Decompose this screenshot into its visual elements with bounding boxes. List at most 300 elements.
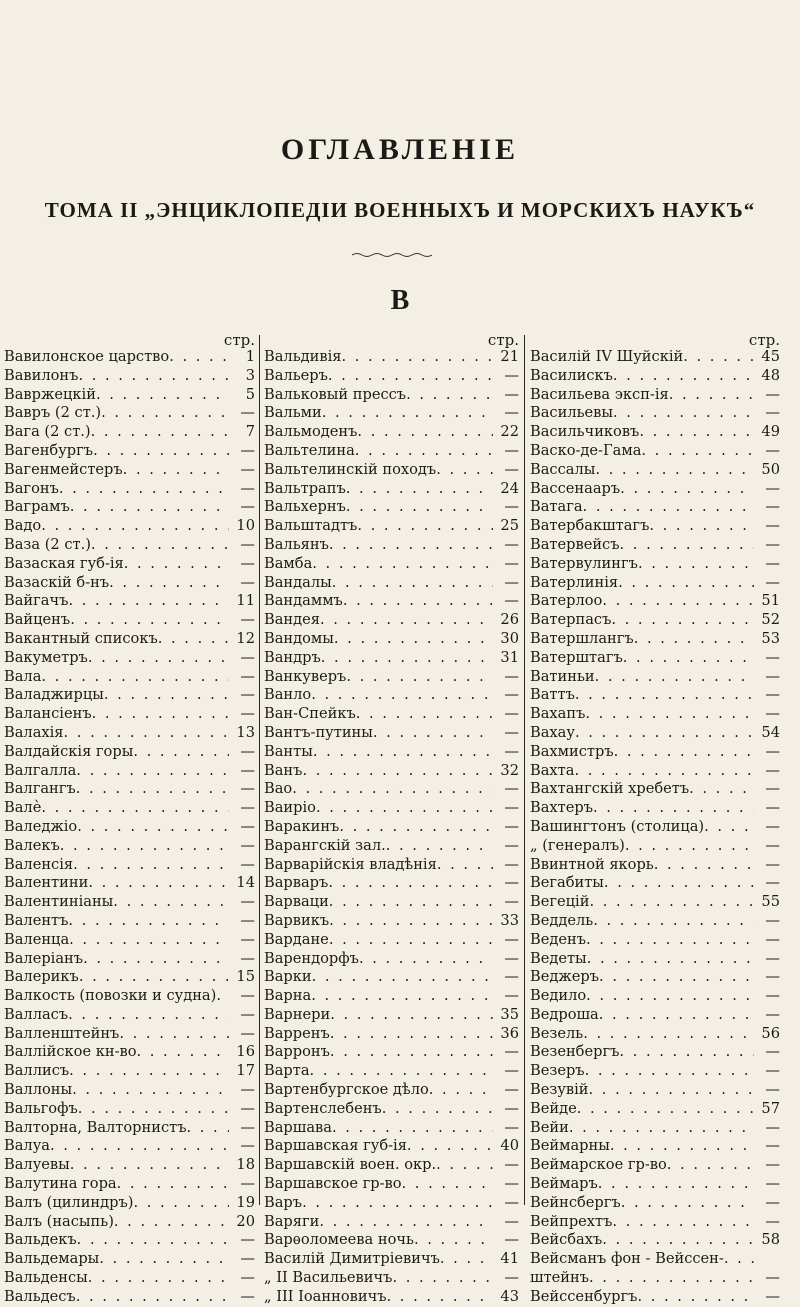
entry-name: Вандаммъ [264, 592, 343, 610]
entry-name: Василискъ [530, 366, 613, 384]
entry-page: 19 [236, 1193, 255, 1211]
toc-entry [4, 386, 255, 405]
toc-entry [4, 592, 255, 611]
entry-name: Вантъ-путины [264, 723, 373, 741]
section-letter: В [390, 285, 410, 316]
dot-leader [302, 762, 493, 781]
dot-leader [76, 780, 229, 799]
entry-page: — [765, 1287, 780, 1305]
entry-name: Вальдекъ [4, 1231, 77, 1249]
toc-entry [4, 743, 255, 762]
dot-leader [583, 1025, 754, 1044]
dot-leader [414, 1231, 493, 1250]
toc-entry [4, 668, 255, 687]
entry-name: Ванкуверъ [264, 667, 347, 685]
dot-leader [619, 1043, 754, 1062]
entry-name: Вала [4, 667, 42, 685]
entry-name: Вегецій [530, 893, 590, 911]
toc-entry [264, 348, 519, 367]
dot-leader [332, 1119, 493, 1138]
entry-name: Везувій [530, 1081, 589, 1099]
entry-page: 41 [500, 1250, 519, 1268]
entry-name: Ведроша [530, 1005, 599, 1023]
toc-entry [264, 893, 519, 912]
entry-name: Ван-Спейкъ [264, 705, 356, 723]
entry-name: Вейсманъ фон - Вейссен- [530, 1250, 724, 1268]
toc-entry [4, 987, 255, 1006]
dot-leader [313, 743, 493, 762]
dot-leader [612, 1213, 754, 1232]
entry-name: Вальдесъ [4, 1287, 76, 1305]
entry-name: Вальгофъ [4, 1099, 78, 1117]
toc-entry [530, 348, 780, 367]
toc-entry [530, 1119, 780, 1138]
entry-name: Ватерлинія [530, 573, 619, 591]
toc-entry [4, 1194, 255, 1213]
entry-name: Валуевы [4, 1156, 70, 1174]
entry-name: Варяги [264, 1212, 320, 1230]
entry-page: — [240, 686, 255, 704]
entry-page: — [765, 479, 780, 497]
toc-entry [264, 517, 519, 536]
entry-name: Варангскій зал. [264, 836, 386, 854]
entry-page: — [240, 1175, 255, 1193]
entry-page: 48 [761, 366, 780, 384]
entry-name: Вахтангскій хребетъ [530, 780, 690, 798]
toc-entry [264, 799, 519, 818]
entry-page: — [765, 648, 780, 666]
entry-page: — [240, 460, 255, 478]
toc-entry [264, 442, 519, 461]
entry-name: Ватерлоо [530, 592, 603, 610]
entry-name: Вагенбургъ [4, 441, 94, 459]
entry-page: — [240, 1005, 255, 1023]
entry-name: Ввинтной якорь [530, 855, 654, 873]
entry-page: — [765, 686, 780, 704]
entry-page: — [240, 855, 255, 873]
entry-name: Вагонъ [4, 479, 59, 497]
toc-entry [530, 386, 780, 405]
entry-name: Вандея [264, 611, 320, 629]
entry-page: — [504, 573, 519, 591]
dot-leader [124, 555, 229, 574]
entry-page: — [765, 441, 780, 459]
entry-page: — [240, 987, 255, 1005]
entry-page: — [504, 817, 519, 835]
toc-entry [264, 461, 519, 480]
dot-leader [595, 461, 754, 480]
entry-name: Валеріанъ [4, 949, 84, 967]
toc-entry [4, 630, 255, 649]
toc-column-3 [530, 332, 780, 1307]
dot-leader [346, 498, 493, 517]
entry-page: 10 [236, 517, 255, 535]
entry-name: Веджеръ [530, 968, 600, 986]
toc-entry [530, 423, 780, 442]
entry-name: Вао [264, 780, 293, 798]
entry-page: — [504, 1118, 519, 1136]
toc-entry [530, 630, 780, 649]
dot-leader [320, 611, 493, 630]
entry-page: 33 [500, 911, 519, 929]
dot-leader [91, 536, 229, 555]
dot-leader [78, 1100, 229, 1119]
dot-leader [137, 1043, 230, 1062]
dot-leader [392, 1269, 493, 1288]
toc-entry [530, 592, 780, 611]
toc-entry [4, 423, 255, 442]
dot-leader [437, 856, 493, 875]
dot-leader [133, 1194, 229, 1213]
toc-entry [4, 837, 255, 856]
entry-name: Вальденсы [4, 1269, 88, 1287]
entry-name: „ (генералъ) [530, 836, 625, 854]
toc-entry [530, 517, 780, 536]
dot-leader [641, 442, 754, 461]
entry-name: Валлисъ [4, 1062, 70, 1080]
dot-leader [373, 724, 493, 743]
dot-leader [78, 367, 229, 386]
toc-entry [264, 404, 519, 423]
entry-page: — [504, 1269, 519, 1287]
entry-page: — [765, 930, 780, 948]
dot-leader [292, 780, 493, 799]
entry-name: Валленштейнъ [4, 1024, 120, 1042]
entry-page: — [240, 893, 255, 911]
toc-entry [530, 1288, 780, 1307]
dot-leader [114, 1213, 229, 1232]
toc-entry [4, 574, 255, 593]
toc-entry [530, 1043, 780, 1062]
dot-leader [599, 968, 754, 987]
entry-name: Вазаскій б-нъ [4, 573, 110, 591]
entry-page: — [765, 742, 780, 760]
toc-entry [4, 912, 255, 931]
toc-entry [264, 536, 519, 555]
dot-leader [70, 498, 229, 517]
dot-leader [724, 1250, 754, 1269]
entry-page: — [765, 836, 780, 854]
entry-name: Вардане [264, 930, 329, 948]
entry-name: Валерикъ [4, 968, 79, 986]
entry-page: — [240, 1118, 255, 1136]
column-divider [259, 335, 260, 1205]
toc-column-2 [264, 332, 519, 1307]
entry-name: Валлійское кн-во [4, 1043, 137, 1061]
entry-name: Вагенмейстеръ [4, 460, 123, 478]
dot-leader [639, 423, 754, 442]
entry-page: — [765, 705, 780, 723]
dot-leader [311, 686, 493, 705]
toc-entry [264, 1137, 519, 1156]
entry-page: — [765, 855, 780, 873]
toc-entry [264, 1119, 519, 1138]
entry-name: Ваза (2 ст.) [4, 535, 91, 553]
entry-page: — [765, 517, 780, 535]
toc-entry [4, 461, 255, 480]
toc-entry [264, 367, 519, 386]
entry-name: Вассалы [530, 460, 596, 478]
dot-leader [330, 1043, 493, 1062]
entry-name: Вальеръ [264, 366, 328, 384]
toc-entry [264, 668, 519, 687]
entry-page: 50 [761, 460, 780, 478]
dot-leader [133, 743, 229, 762]
entry-name: Валгалла [4, 761, 77, 779]
entry-page: — [240, 949, 255, 967]
toc-entry [264, 423, 519, 442]
entry-name: Валутина гора [4, 1175, 117, 1193]
dot-leader [117, 1175, 229, 1194]
entry-page: — [504, 742, 519, 760]
dot-leader [357, 517, 493, 536]
entry-page: 31 [500, 648, 519, 666]
entry-name: Вальтелина [264, 441, 355, 459]
entry-name: Валентъ [4, 911, 69, 929]
dot-leader [310, 1062, 493, 1081]
toc-entry [264, 386, 519, 405]
entry-page: — [504, 874, 519, 892]
dot-leader [169, 348, 229, 367]
entry-page: — [504, 855, 519, 873]
dot-leader [589, 893, 754, 912]
entry-name: Вакантный списокъ [4, 629, 158, 647]
entry-page: — [240, 573, 255, 591]
dot-leader [577, 1100, 754, 1119]
entry-page: — [765, 1212, 780, 1230]
entry-page: 16 [236, 1043, 255, 1061]
entry-name: Варъ [264, 1193, 303, 1211]
entry-page: — [240, 441, 255, 459]
entry-name: Вальдивія [264, 348, 342, 365]
dot-leader [339, 818, 493, 837]
entry-page: — [765, 535, 780, 553]
toc-entry [264, 931, 519, 950]
entry-name: „ III Іоанновичъ [264, 1287, 387, 1305]
toc-entry [530, 780, 780, 799]
toc-entry [4, 780, 255, 799]
toc-entry [264, 1156, 519, 1175]
toc-entry [530, 724, 780, 743]
entry-page: — [765, 498, 780, 516]
entry-name: Везеръ [530, 1062, 585, 1080]
entry-name: Валторна, Валторнистъ [4, 1118, 187, 1136]
entry-page: — [765, 1137, 780, 1155]
ornament-divider [352, 252, 432, 258]
dot-leader [77, 818, 229, 837]
entry-name: Вахтеръ [530, 799, 593, 817]
entry-page: — [504, 1043, 519, 1061]
entry-name: Ваттъ [530, 686, 575, 704]
dot-leader [623, 649, 754, 668]
toc-entry [4, 1137, 255, 1156]
toc-entry [530, 968, 780, 987]
dot-leader [355, 442, 493, 461]
entry-page: — [240, 930, 255, 948]
entry-page: — [504, 404, 519, 422]
toc-entry [264, 649, 519, 668]
toc-entry [4, 498, 255, 517]
toc-entry [4, 705, 255, 724]
toc-entry [530, 893, 780, 912]
entry-name: Вахта [530, 761, 575, 779]
entry-page: — [765, 968, 780, 986]
toc-entry [4, 1006, 255, 1025]
dot-leader [602, 1231, 754, 1250]
toc-entry [264, 1194, 519, 1213]
entry-page: 36 [500, 1024, 519, 1042]
entry-page: — [765, 1005, 780, 1023]
entry-name: Валекъ [4, 836, 60, 854]
entry-name: Варронъ [264, 1043, 330, 1061]
entry-page: — [504, 780, 519, 798]
entry-name: Вахапъ [530, 705, 586, 723]
dot-leader [621, 1194, 754, 1213]
toc-entry [4, 818, 255, 837]
toc-entry [4, 856, 255, 875]
entry-name: Валѐ [4, 799, 42, 817]
dot-leader [589, 1269, 754, 1288]
entry-page: — [504, 554, 519, 572]
entry-name: Валкость (повозки и судна) [4, 987, 217, 1005]
dot-leader [41, 517, 229, 536]
dot-leader [604, 874, 754, 893]
dot-leader [587, 950, 754, 969]
dot-leader [618, 574, 754, 593]
dot-leader [104, 686, 229, 705]
toc-entry [4, 367, 255, 386]
entry-page: — [504, 1193, 519, 1211]
dot-leader [83, 950, 229, 969]
entry-name: Ведеты [530, 949, 587, 967]
entry-page: 32 [500, 761, 519, 779]
toc-entry [4, 1119, 255, 1138]
entry-page: 43 [500, 1287, 519, 1305]
entry-name: Варваци [264, 893, 329, 911]
entry-page: — [240, 535, 255, 553]
toc-entry [530, 461, 780, 480]
dot-leader [88, 649, 229, 668]
entry-page: — [765, 1118, 780, 1136]
entry-page: 51 [761, 592, 780, 610]
toc-entry [4, 649, 255, 668]
entry-name: Ваграмъ [4, 498, 70, 516]
entry-page: 5 [245, 385, 255, 403]
entry-name: Вамба [264, 554, 313, 572]
dot-leader [332, 574, 493, 593]
entry-name: Ватербакштагъ [530, 517, 650, 535]
toc-entry [530, 574, 780, 593]
toc-column-1 [4, 332, 255, 1307]
entry-page: 17 [236, 1062, 255, 1080]
entry-page: 35 [500, 1005, 519, 1023]
toc-entry [530, 1269, 780, 1288]
toc-entry [4, 1288, 255, 1307]
entry-name: Валъ (цилиндръ) [4, 1193, 134, 1211]
toc-entry [4, 1043, 255, 1062]
dot-leader [96, 386, 229, 405]
dot-leader [614, 743, 754, 762]
entry-name: Варнери [264, 1005, 331, 1023]
toc-entry [264, 1025, 519, 1044]
toc-entry [530, 818, 780, 837]
entry-page: — [240, 911, 255, 929]
entry-page: — [240, 705, 255, 723]
dot-leader [70, 1156, 229, 1175]
entry-name: Варварійскія владѣнія [264, 855, 437, 873]
dot-leader [341, 348, 493, 367]
entry-name: Вахау [530, 723, 575, 741]
entry-page: 58 [761, 1231, 780, 1249]
dot-leader [69, 931, 229, 950]
entry-page: 56 [761, 1024, 780, 1042]
dot-leader [611, 611, 754, 630]
entry-page: — [240, 554, 255, 572]
dot-leader [68, 592, 229, 611]
toc-entry [530, 1231, 780, 1250]
toc-entry [264, 1081, 519, 1100]
dot-leader [330, 1025, 493, 1044]
dot-leader [406, 386, 493, 405]
dot-leader [586, 931, 754, 950]
entry-name: Валентиніаны [4, 893, 114, 911]
entry-page: 55 [761, 893, 780, 911]
entry-page: — [240, 479, 255, 497]
entry-name: Вейпрехтъ [530, 1212, 613, 1230]
dot-leader [311, 987, 493, 1006]
toc-entry [530, 950, 780, 969]
entry-page: — [504, 366, 519, 384]
toc-entry [530, 987, 780, 1006]
entry-page: — [765, 1175, 780, 1193]
entry-name: Варренъ [264, 1024, 330, 1042]
entry-name: Валахія [4, 723, 64, 741]
entry-name: Веддель [530, 911, 594, 929]
entry-name: Ваиріо [264, 799, 316, 817]
entry-page: — [504, 1062, 519, 1080]
entry-name: Вейнсбергъ [530, 1193, 621, 1211]
dot-leader [302, 1194, 493, 1213]
toc-entry [4, 517, 255, 536]
dot-leader [575, 724, 754, 743]
entry-page: — [240, 404, 255, 422]
entry-page: — [240, 498, 255, 516]
dot-leader [123, 461, 229, 480]
toc-entry [530, 1006, 780, 1025]
dot-leader [312, 968, 493, 987]
entry-name: Веденъ [530, 930, 586, 948]
entry-name: Валенсія [4, 855, 74, 873]
page-column-label: стр. [487, 331, 519, 349]
entry-name: Валуа [4, 1137, 50, 1155]
toc-entry [4, 874, 255, 893]
toc-entry [530, 1213, 780, 1232]
dot-leader [68, 1006, 229, 1025]
dot-leader [638, 555, 754, 574]
dot-leader [440, 1250, 493, 1269]
entry-page: 3 [245, 366, 255, 384]
toc-entry [264, 1100, 519, 1119]
toc-entry [530, 480, 780, 499]
entry-name: Вадо [4, 517, 42, 535]
dot-leader [158, 630, 229, 649]
toc-entry [264, 1043, 519, 1062]
entry-page: — [504, 1231, 519, 1249]
entry-page: 25 [500, 517, 519, 535]
entry-name: Вальковый прессъ [264, 385, 407, 403]
dot-leader [359, 950, 493, 969]
toc-entry [4, 950, 255, 969]
